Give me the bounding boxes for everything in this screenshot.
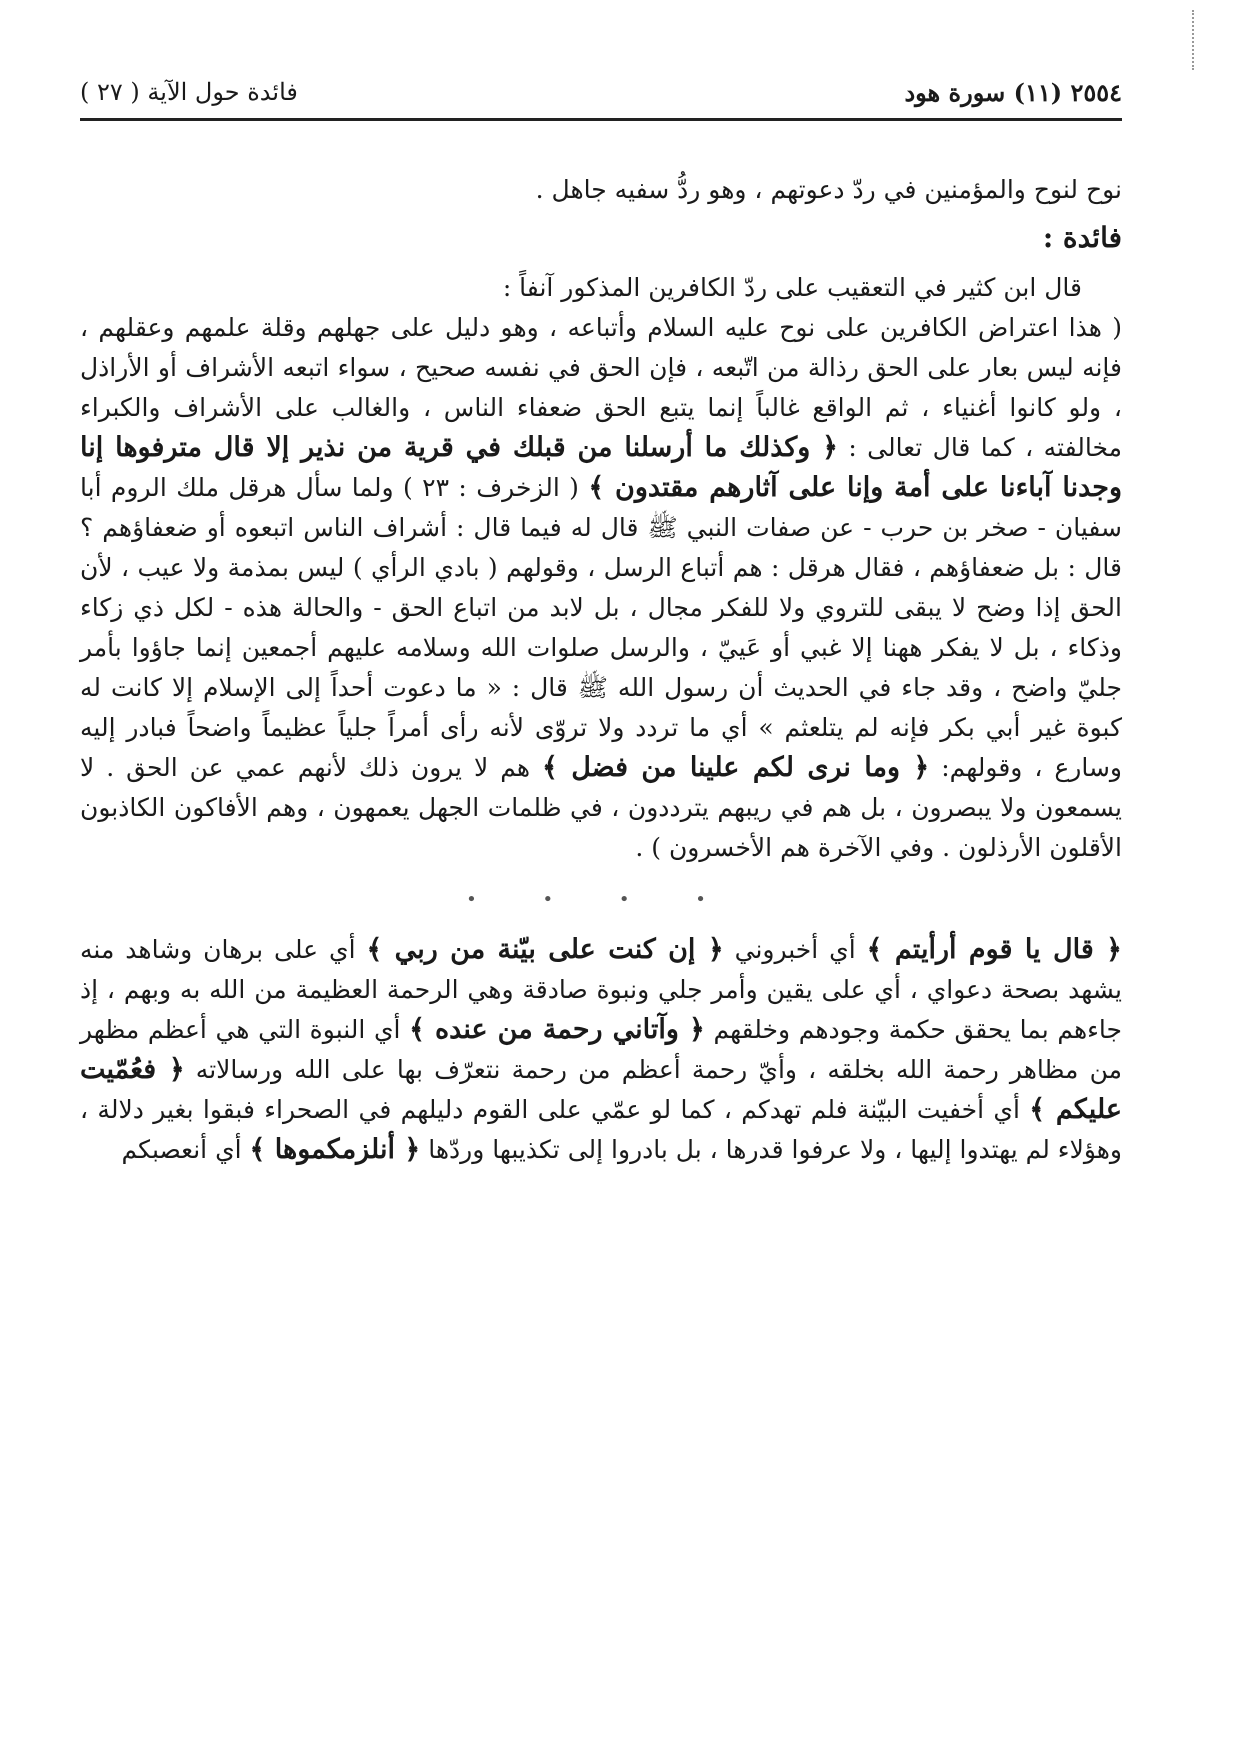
paragraph-tafsir [80,930,1122,1170]
quote-text-b: ( الزخرف : ٢٣ ) ولما سأل هرقل ملك الروم أبا سفيان - صخر بن حرب - عن صفات النبي ﷺ قال له فيما قال : أشراف الناس اتبعوه أو ضعفاؤهم ؟ قال : بل ضعفاؤهم ، فقال هرقل : هم أتباع الرسل ، وقولهم ( بادي الرأي ) ليس بمذمة ولا عيب ، لأن الحق إذا وضح لا يبقى للتروي ولا للفكر مجال ، بل لابد من اتباع الحق - والحالة هذه - لكل ذي زكاء وذكاء ، بل لا يفكر ههنا إلا غبي أو عَييّ ، والرسل صلوات الله وسلامه عليهم أجمعين إنما جاؤوا بأمر جليّ واضح ، وقد جاء في الحديث أن رسول الله ﷺ قال : « ما دعوت أحداً إلى الإسلام إلا كانت له كبوة غير أبي بكر فإنه لم يتلعثم » أي ما تردد ولا تروّى لأنه رأى أمراً جلياً عظيماً واضحاً فبادر إليه وسارع ، وقولهم: [80,473,1122,782]
verse-rahma: ﴿ وآتاني رحمة من عنده ﴾ [409,1014,705,1045]
page-body [80,170,1122,1170]
verse-bayyina: ﴿ إن كنت على بيّنة من ربي ﴾ [366,934,724,965]
verse-araaytum: ﴿ قال يا قوم أرأيتم ﴾ [866,934,1122,965]
quote-text-c: هم لا يرون ذلك لأنهم عمي عن الحق . لا يسمعون ولا يبصرون ، بل هم في ريبهم يترددون ، في ظلمات الجهل يعمهون ، وهم الأفاكون الكاذبون الأقلون الأرذلون . وفي الآخرة هم الأخسرون ) . [80,753,1122,862]
paragraph-continuation: نوح لنوح والمؤمنين في ردّ دعوتهم ، وهو ردُّ سفيه جاهل . [535,175,1122,204]
tafsir-text-b: أي على برهان وشاهد منه يشهد بصحة دعواي ، أي على يقين وأمر جلي ونبوة صادقة وهي الرحمة العظيمة من الله به وبهم ، إذ جاءهم بما يحقق حكمة وجودهم وخلقهم [80,935,1122,1044]
tafsir-text-d: أي أخفيت البيّنة فلم تهدكم ، كما لو عمّي على القوم دليلهم في الصحراء فبقوا بغير دلالة ، وهؤلاء لم يهتدوا إليها ، ولا عرفوا قدرها ، بل بادروا إلى تكذيبها وردّها [80,1095,1122,1164]
header-section-title: فائدة حول الآية ( ٢٧ ) [80,78,298,106]
header-page-surah: ٢٥٥٤ (١١) سورة هود [904,77,1122,107]
paragraph-quote [80,308,1122,868]
verse-ummiyat: ﴿ فعُمّيت عليكم ﴾ [80,1054,1123,1125]
section-heading: فائدة : [1042,221,1122,254]
section-separator: • • • • [466,889,736,910]
tafsir-text-c: أي النبوة التي هي أعظم مظهر من مظاهر رحمة الله بخلقه ، وأيّ رحمة أعظم من رحمة نتعرّف بها على الله ورسالاته [80,1015,1123,1084]
verse-fadl: ﴿ وما نرى لكم علينا من فضل ﴾ [541,752,930,783]
quote-text-a: ( هذا اعتراض الكافرين على نوح عليه السلام وأتباعه ، وهو دليل على جهلهم وقلة علمهم وعقلهم ، فإنه ليس بعار على الحق رذالة من اتّبعه ، فإن الحق في نفسه صحيح ، سواء اتبعه الأشراف أو الأراذل ، ولو كانوا أغنياء ، ثم الواقع غالباً إنما يتبع الحق ضعفاء الناس ، والغالب على الأشراف والكبراء مخالفته ، كما قال تعالى : [80,313,1122,462]
margin-mark [1192,10,1196,70]
header-rule [80,118,1122,121]
tafsir-text-e: أي أنعصبكم [121,1135,250,1164]
verse-anulzimukumuha: ﴿ أنلزمكموها ﴾ [249,1134,421,1165]
running-header [80,72,1122,112]
paragraph-intro: قال ابن كثير في التعقيب على ردّ الكافرين المذكور آنفاً : [502,273,1082,302]
tafsir-text-a: أي أخبروني [723,935,867,964]
verse-zukhruf: ﴿ وكذلك ما أرسلنا من قبلك في قرية من نذير إلا قال مترفوها إنا وجدنا آباءنا على أمة وإنا على آثارهم مقتدون ﴾ [80,432,1123,503]
